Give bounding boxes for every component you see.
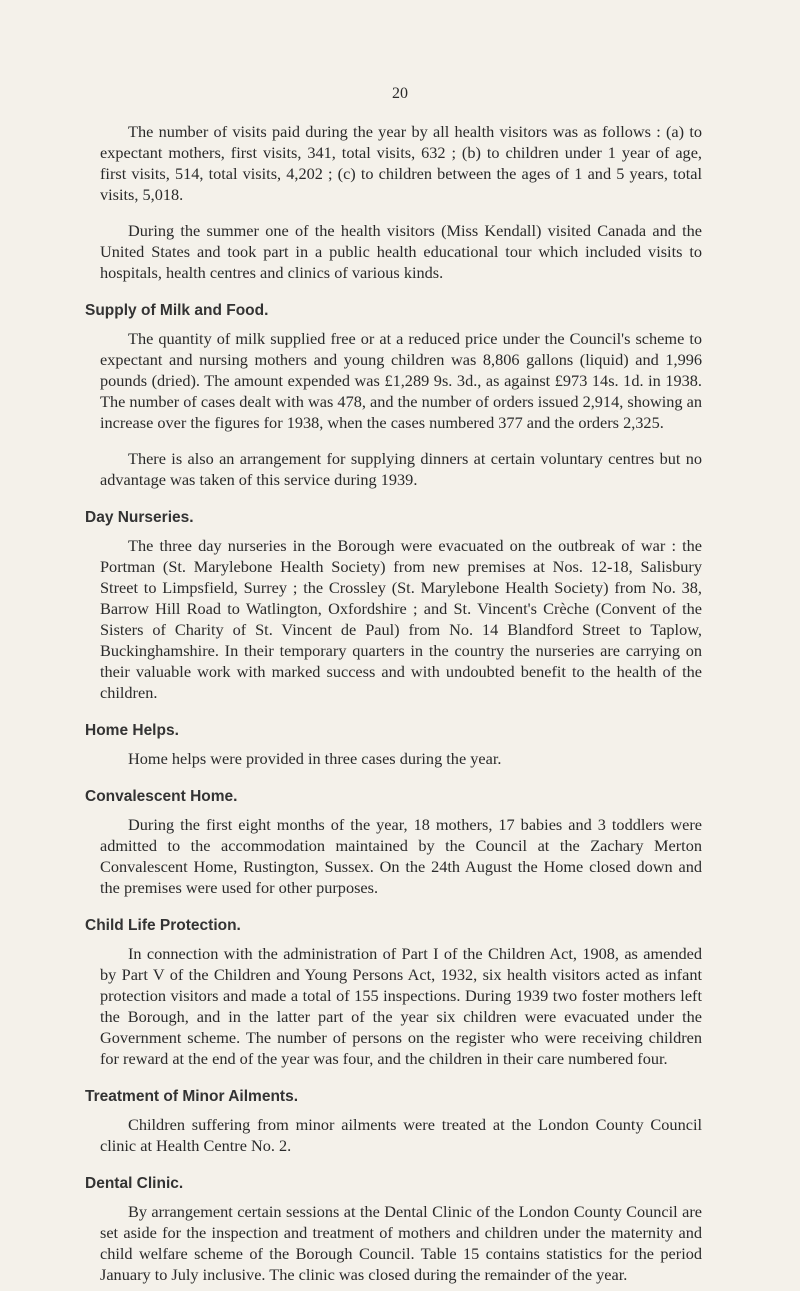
dental-clinic-paragraph: By arrangement certain sessions at the Dental Clinic of the London County Council are set aside for the inspection and treatment of mothers and children under the maternity and child welfare scheme of the Borough Council. Table 15 contains statistics for the period January to July inclusive. The clinic was closed during the remainder of the year. [100, 1202, 702, 1284]
section-heading-convalescent-home: Convalescent Home. [85, 788, 238, 805]
child-life-protection-paragraph: In connection with the administration of Part I of the Children Act, 1908, as amended by Part V of the Children and Young Persons Act, 1932, six health visitors acted as infant protection visitors and made a total of 155 inspections. During 1939 two foster mothers left the Borough, and in the latter part of the year six children were evacuated under the Government scheme. The number of persons on the register who were receiving children for reward at the end of the year was four, and the children in their care numbered four. [100, 944, 702, 1068]
section-heading-day-nurseries: Day Nurseries. [85, 509, 194, 526]
intro-paragraph-visits: The number of visits paid during the year by all health visitors was as follows : (a) to expectant mothers, first visits, 341, total visits, 632 ; (b) to children under 1 year of age, first visits, 514, total visits, 4,202 ; (c) to children between the ages of 1 and 5 years, total visits, 5,018. [100, 122, 702, 204]
section-heading-dental-clinic: Dental Clinic. [85, 1175, 184, 1192]
home-helps-paragraph: Home helps were provided in three cases during the year. [128, 749, 502, 768]
convalescent-home-paragraph: During the first eight months of the year, 18 mothers, 17 babies and 3 toddlers were admitted to the accommodation maintained by the Council at the Zachary Merton Convalescent Home, Rustington, Sussex. On the 24th August the Home closed down and the premises were used for other purposes. [100, 815, 702, 897]
section-heading-home-helps: Home Helps. [85, 722, 179, 739]
page-number: 20 [392, 85, 408, 102]
milk-food-paragraph-2: There is also an arrangement for supplying dinners at certain voluntary centres but no advantage was taken of this service during 1939. [100, 449, 702, 489]
milk-food-paragraph-1: The quantity of milk supplied free or at a reduced price under the Council's scheme to expectant and nursing mothers and young children was 8,806 gallons (liquid) and 1,996 pounds (dried). The amount expended was £1,289 9s. 3d., as against £973 14s. 1d. in 1938. The number of cases dealt with was 478, and the number of orders issued 2,914, showing an increase over the figures for 1938, when the cases numbered 377 and the orders 2,325. [100, 329, 702, 432]
minor-ailments-paragraph: Children suffering from minor ailments were treated at the London County Council clinic at Health Centre No. 2. [100, 1115, 702, 1155]
intro-paragraph-tour: During the summer one of the health visitors (Miss Kendall) visited Canada and the United States and took part in a public health educational tour which included visits to hospitals, health centres and clinics of various kinds. [100, 221, 702, 282]
page-content [85, 121, 702, 1285]
day-nurseries-paragraph: The three day nurseries in the Borough were evacuated on the outbreak of war : the Portman (St. Marylebone Health Society) from new premises at Nos. 12-18, Salisbury Street to Limpsfield, Surrey ; the Crossley (St. Marylebone Health Society) from No. 38, Barrow Hill Road to Watlington, Oxfordshire ; and St. Vincent's Crèche (Convent of the Sisters of Charity of St. Vincent de Paul) from No. 14 Blandford Street to Taplow, Buckinghamshire. In their temporary quarters in the country the nurseries are carrying on their valuable work with marked success and with undoubted benefit to the health of the children. [100, 536, 702, 702]
section-heading-child-life-protection: Child Life Protection. [85, 917, 241, 934]
section-heading-milk-food: Supply of Milk and Food. [85, 302, 269, 319]
section-heading-minor-ailments: Treatment of Minor Ailments. [85, 1088, 299, 1105]
